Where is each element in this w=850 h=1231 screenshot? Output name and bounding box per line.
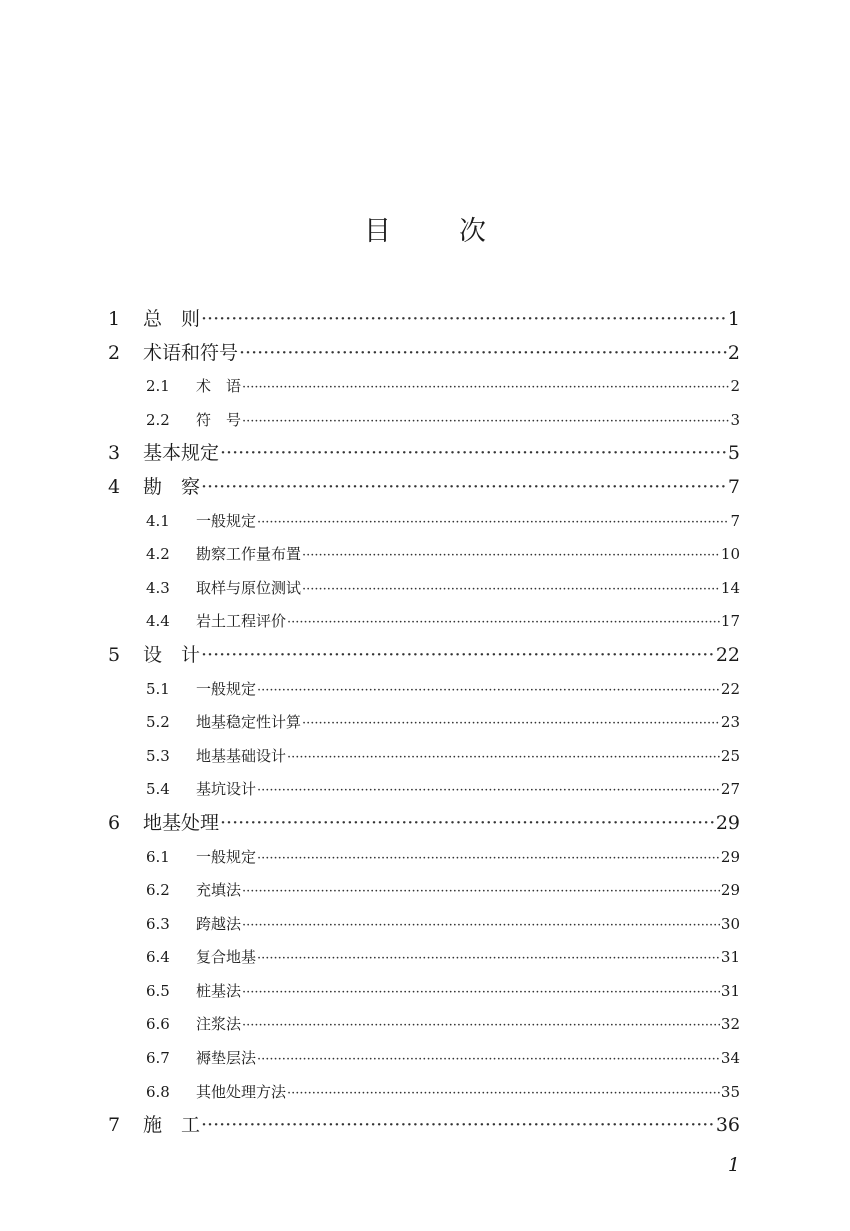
toc-leader-dots [287,1077,720,1111]
toc-entry-page: 22 [720,679,740,698]
toc-leader-dots [257,842,720,876]
toc-leader-dots [242,371,729,405]
toc-chapter-entry[interactable] [108,471,740,505]
toc-leader-dots [220,437,727,471]
toc-entry-title: 复合地基 [196,948,257,967]
toc-section-entry[interactable] [108,706,740,740]
page-title: 目次 [364,216,554,247]
toc-entry-page: 22 [715,643,740,666]
toc-entry-title: 一般规定 [196,847,257,866]
toc-leader-dots [201,1109,715,1143]
toc-leader-dots [242,909,720,943]
toc-entry-title: 施 工 [143,1114,201,1137]
toc-entry-page: 31 [720,981,740,1000]
toc-entry-title: 符 号 [196,410,242,429]
toc-leader-dots [257,506,729,540]
toc-leader-dots [201,303,727,337]
toc-leader-dots [257,674,720,708]
toc-entry-number: 7 [108,1114,121,1137]
toc-chapter-entry[interactable] [108,807,740,841]
toc-entry-page: 29 [720,881,740,900]
table-of-contents [108,303,740,1143]
toc-section-entry[interactable] [108,874,740,908]
toc-leader-dots [287,741,720,775]
toc-entry-number: 6.5 [146,981,170,1000]
toc-entry-number: 5.3 [146,746,170,765]
toc-entry-number: 4.1 [146,511,170,530]
toc-entry-page: 35 [720,1082,740,1101]
toc-section-entry[interactable] [108,975,740,1009]
toc-entry-number: 4.3 [146,578,170,597]
toc-chapter-entry[interactable] [108,337,740,371]
toc-entry-number: 6.1 [146,847,170,866]
toc-entry-title: 勘察工作量布置 [196,545,302,564]
toc-entry-page: 34 [720,1049,740,1068]
toc-leader-dots [287,606,720,640]
toc-section-entry[interactable] [108,572,740,606]
toc-section-entry[interactable] [108,740,740,774]
toc-entry-page: 32 [720,1015,740,1034]
toc-section-entry[interactable] [108,370,740,404]
toc-entry-number: 6.2 [146,881,170,900]
toc-section-entry[interactable] [108,841,740,875]
toc-leader-dots [302,707,720,741]
toc-entry-number: 5.2 [146,713,170,732]
toc-entry-number: 4.2 [146,545,170,564]
toc-entry-title: 取样与原位测试 [196,578,302,597]
toc-entry-title: 地基处理 [143,811,220,834]
toc-leader-dots [242,976,720,1010]
toc-section-entry[interactable] [108,673,740,707]
toc-entry-page: 27 [720,780,740,799]
toc-entry-title: 充填法 [196,881,242,900]
toc-entry-page: 14 [720,578,740,597]
toc-entry-page: 31 [720,948,740,967]
toc-entry-page: 29 [720,847,740,866]
toc-entry-number: 3 [108,442,121,465]
toc-entry-title: 注浆法 [196,1015,242,1034]
toc-entry-number: 6.8 [146,1082,170,1101]
toc-section-entry[interactable] [108,505,740,539]
toc-section-entry[interactable] [108,605,740,639]
toc-section-entry[interactable] [108,1042,740,1076]
toc-section-entry[interactable] [108,1076,740,1110]
toc-chapter-entry[interactable] [108,639,740,673]
toc-leader-dots [257,774,720,808]
toc-section-entry[interactable] [108,1008,740,1042]
toc-entry-title: 其他处理方法 [196,1082,287,1101]
toc-entry-title: 术语和符号 [143,341,239,364]
toc-entry-title: 术 语 [196,377,242,396]
toc-entry-number: 5.1 [146,679,170,698]
toc-entry-title: 褥垫层法 [196,1049,257,1068]
toc-section-entry[interactable] [108,908,740,942]
toc-entry-number: 5 [108,643,121,666]
toc-entry-number: 6.7 [146,1049,170,1068]
toc-entry-number: 2.1 [146,377,170,396]
toc-entry-page: 36 [715,1114,740,1137]
toc-entry-page: 3 [730,410,740,429]
toc-leader-dots [302,573,720,607]
toc-entry-page: 1 [727,308,740,330]
toc-chapter-entry[interactable] [108,437,740,471]
toc-leader-dots [242,1009,720,1043]
toc-entry-page: 10 [720,545,740,564]
toc-entry-title: 一般规定 [196,679,257,698]
toc-section-entry[interactable] [108,773,740,807]
toc-section-entry[interactable] [108,404,740,438]
toc-entry-page: 17 [720,612,740,631]
toc-entry-title: 地基稳定性计算 [196,713,302,732]
toc-entry-title: 跨越法 [196,914,242,933]
toc-section-entry[interactable] [108,941,740,975]
toc-leader-dots [257,942,720,976]
toc-entry-title: 设 计 [143,643,201,666]
toc-entry-number: 4 [108,475,121,498]
toc-entry-number: 6.6 [146,1015,170,1034]
toc-leader-dots [239,337,727,371]
toc-entry-number: 6.3 [146,914,170,933]
toc-leader-dots [257,1043,720,1077]
toc-entry-title: 桩基法 [196,981,242,1000]
toc-entry-number: 5.4 [146,780,170,799]
toc-section-entry[interactable] [108,538,740,572]
toc-entry-page: 2 [730,377,740,396]
toc-chapter-entry[interactable] [108,1109,740,1143]
toc-leader-dots [242,875,720,909]
toc-entry-title: 基坑设计 [196,780,257,799]
toc-entry-number: 6.4 [146,948,170,967]
page-number: 1 [727,1154,740,1176]
toc-entry-title: 地基基础设计 [196,746,287,765]
toc-entry-title: 总 则 [143,308,201,330]
toc-leader-dots [302,539,720,573]
toc-entry-number: 6 [108,811,121,834]
toc-leader-dots [242,405,729,439]
toc-entry-title: 一般规定 [196,511,257,530]
toc-chapter-entry[interactable] [108,303,740,337]
toc-entry-page: 7 [730,511,740,530]
toc-leader-dots [201,471,727,505]
toc-entry-page: 25 [720,746,740,765]
toc-entry-page: 23 [720,713,740,732]
toc-entry-title: 基本规定 [143,442,220,465]
toc-entry-page: 5 [727,442,740,465]
toc-entry-page: 7 [727,475,740,498]
toc-entry-number: 2.2 [146,410,170,429]
toc-entry-page: 30 [720,914,740,933]
toc-entry-number: 2 [108,341,121,364]
toc-entry-page: 2 [727,341,740,364]
toc-leader-dots [201,639,715,673]
toc-entry-title: 勘 察 [143,475,201,498]
toc-entry-number: 4.4 [146,612,170,631]
toc-entry-number: 1 [108,308,121,330]
toc-entry-page: 29 [715,811,740,834]
toc-entry-title: 岩土工程评价 [196,612,287,631]
toc-leader-dots [220,807,715,841]
